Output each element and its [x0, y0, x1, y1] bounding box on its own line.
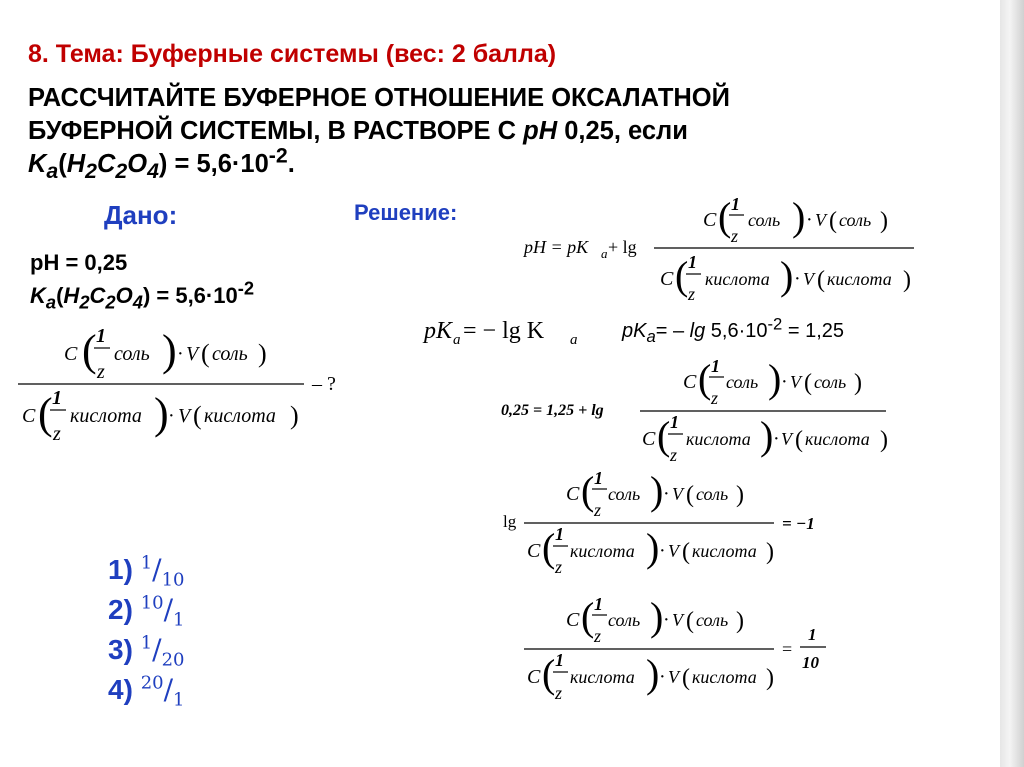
svg-text:1: 1 [670, 412, 679, 432]
svg-text:V: V [672, 610, 683, 630]
svg-text:V: V [668, 541, 679, 561]
svg-text:·: · [773, 428, 780, 450]
svg-text:): ) [650, 468, 664, 513]
svg-text:= − lg K: = − lg K [463, 318, 545, 344]
svg-text:): ) [736, 608, 744, 634]
svg-text:(: ( [682, 539, 690, 565]
svg-text:V: V [803, 269, 814, 289]
svg-text:): ) [258, 339, 267, 368]
svg-text:V: V [186, 343, 199, 365]
svg-text:V: V [672, 484, 683, 504]
given-label: Дано: [104, 200, 178, 230]
given-ka: $K_a(H_2C_2O_4) = 5,6\cdot 10^{-2}$ [30, 277, 255, 313]
svg-text:кислота: кислота [805, 429, 870, 449]
svg-text:(: ( [829, 208, 837, 234]
svg-text:(: ( [193, 401, 202, 430]
answer-option-3[interactable]: 3) $^1/_{20}$ [108, 632, 185, 671]
svg-text:z: z [594, 626, 602, 646]
svg-text:(: ( [682, 665, 690, 691]
svg-text:pK: pK [424, 318, 453, 344]
svg-text:соль: соль [696, 484, 729, 504]
svg-text:1: 1 [808, 625, 817, 644]
svg-text:(: ( [657, 413, 671, 458]
answer-option-4[interactable]: 4) $^{20}/_1$ [108, 672, 185, 711]
svg-text:z: z [53, 423, 61, 445]
svg-text:): ) [768, 356, 782, 401]
svg-text:1: 1 [555, 650, 564, 670]
svg-text:1: 1 [52, 387, 62, 409]
final-ratio [524, 594, 826, 703]
svg-text:кислота: кислота [570, 541, 635, 561]
svg-text:соль: соль [814, 372, 847, 392]
svg-text:): ) [792, 194, 806, 239]
task-line-3: $K_a(H_2C_2O_4) = 5,6\cdot 10^{-2}$. [28, 143, 295, 184]
svg-text:1: 1 [711, 356, 720, 376]
svg-text:): ) [760, 413, 774, 458]
given-ph: pH = 0,25 [30, 250, 128, 275]
svg-text:a: a [453, 332, 461, 348]
svg-text:C: C [660, 268, 674, 290]
substituted-equation [501, 356, 888, 465]
svg-text:(: ( [686, 608, 694, 634]
solution-label: Решение: [354, 200, 458, 225]
svg-text:кислота: кислота [705, 269, 770, 289]
svg-text:(: ( [581, 594, 595, 639]
svg-text:0,25 = 1,25 + lg: 0,25 = 1,25 + lg [501, 402, 604, 419]
svg-text:соль: соль [608, 484, 641, 504]
svg-text:C: C [566, 483, 580, 505]
svg-text:C: C [527, 540, 541, 562]
page-edge [1000, 0, 1024, 767]
svg-text:a: a [601, 246, 608, 261]
svg-text:(: ( [82, 326, 97, 375]
svg-text:(: ( [675, 253, 689, 298]
svg-text:соль: соль [726, 372, 759, 392]
svg-text:кислота: кислота [692, 667, 757, 687]
svg-text:1: 1 [688, 252, 697, 272]
svg-text:1: 1 [555, 524, 564, 544]
svg-text:z: z [670, 445, 678, 465]
svg-text:= −1: = −1 [782, 514, 815, 533]
svg-text:): ) [880, 427, 888, 453]
svg-text:1: 1 [96, 325, 106, 347]
svg-text:=: = [782, 639, 793, 659]
svg-text:): ) [650, 594, 664, 639]
svg-text:·: · [177, 343, 184, 365]
svg-text:·: · [659, 666, 666, 688]
svg-text:кислота: кислота [692, 541, 757, 561]
svg-text:1: 1 [594, 468, 603, 488]
task-line-2: БУФЕРНОЙ СИСТЕМЫ, В РАСТВОРЕ С pH 0,25, если [28, 117, 688, 145]
svg-text:соль: соль [212, 343, 248, 365]
svg-text:соль: соль [839, 210, 872, 230]
svg-text:): ) [162, 326, 177, 375]
svg-text:+ lg: + lg [608, 237, 637, 257]
svg-text:соль: соль [748, 210, 781, 230]
svg-text:C: C [22, 405, 36, 427]
svg-text:a: a [570, 332, 578, 348]
svg-text:pH = pK: pH = pK [524, 237, 589, 257]
svg-text:C: C [683, 371, 697, 393]
svg-text:1: 1 [594, 594, 603, 614]
henderson-equation [522, 194, 914, 304]
svg-text:V: V [815, 210, 826, 230]
svg-text:·: · [168, 405, 175, 427]
svg-text:(: ( [804, 370, 812, 396]
svg-text:z: z [711, 388, 719, 408]
svg-text:соль: соль [696, 610, 729, 630]
svg-text:z: z [555, 683, 563, 703]
page-title: 8. Тема: Буферные системы (вес: 2 балла) [28, 40, 557, 68]
svg-text:V: V [668, 667, 679, 687]
svg-text:): ) [154, 389, 169, 438]
svg-text:): ) [880, 208, 888, 234]
svg-text:(: ( [201, 339, 210, 368]
svg-text:lg: lg [503, 512, 517, 531]
svg-text:(: ( [817, 267, 825, 293]
svg-text:кислота: кислота [204, 405, 276, 427]
svg-text:): ) [766, 539, 774, 565]
svg-text:·: · [659, 540, 666, 562]
svg-text:z: z [594, 500, 602, 520]
svg-text:z: z [731, 226, 739, 246]
answer-options [108, 550, 184, 710]
svg-text:(: ( [542, 651, 556, 696]
svg-text:кислота: кислота [570, 667, 635, 687]
svg-text:(: ( [686, 482, 694, 508]
svg-text:): ) [766, 665, 774, 691]
log-equation [503, 468, 815, 577]
svg-text:z: z [97, 361, 105, 383]
svg-text:z: z [688, 284, 696, 304]
task-line-1: РАССЧИТАЙТЕ БУФЕРНОЕ ОТНОШЕНИЕ ОКСАЛАТНОЙ [28, 84, 730, 112]
svg-text:(: ( [795, 427, 803, 453]
svg-text:): ) [854, 370, 862, 396]
svg-text:·: · [663, 609, 670, 631]
svg-text:(: ( [698, 356, 712, 401]
svg-text:V: V [790, 372, 801, 392]
svg-text:V: V [781, 429, 792, 449]
svg-text:кислота: кислота [70, 405, 142, 427]
svg-text:): ) [903, 267, 911, 293]
pka-definition [422, 318, 578, 348]
svg-text:): ) [646, 525, 660, 570]
svg-text:): ) [290, 401, 299, 430]
svg-text:z: z [555, 557, 563, 577]
svg-text:– ?: – ? [312, 373, 336, 395]
answer-option-1[interactable]: 1) $^1/_{10}$ [108, 552, 185, 591]
svg-text:C: C [566, 609, 580, 631]
ka-calculation: $pK_a= - \lg 5,6\cdot 10^{-2} = 1,25$ [622, 314, 845, 346]
svg-text:10: 10 [802, 653, 819, 672]
svg-text:): ) [736, 482, 744, 508]
svg-text:·: · [781, 371, 788, 393]
svg-text:C: C [703, 209, 717, 231]
svg-text:(: ( [38, 389, 53, 438]
svg-text:соль: соль [114, 343, 150, 365]
svg-text:·: · [794, 268, 801, 290]
svg-text:кислота: кислота [686, 429, 751, 449]
svg-text:·: · [663, 483, 670, 505]
svg-text:): ) [780, 253, 794, 298]
svg-text:C: C [64, 343, 78, 365]
svg-text:(: ( [718, 194, 732, 239]
svg-text:(: ( [542, 525, 556, 570]
svg-text:C: C [642, 428, 656, 450]
svg-text:·: · [806, 209, 813, 231]
svg-text:кислота: кислота [827, 269, 892, 289]
svg-text:V: V [178, 405, 191, 427]
svg-text:соль: соль [608, 610, 641, 630]
svg-text:): ) [646, 651, 660, 696]
given-ratio-formula [18, 325, 336, 445]
svg-text:C: C [527, 666, 541, 688]
svg-text:(: ( [581, 468, 595, 513]
svg-text:1: 1 [731, 194, 740, 214]
answer-option-2[interactable]: 2) $^{10}/_1$ [108, 592, 185, 631]
